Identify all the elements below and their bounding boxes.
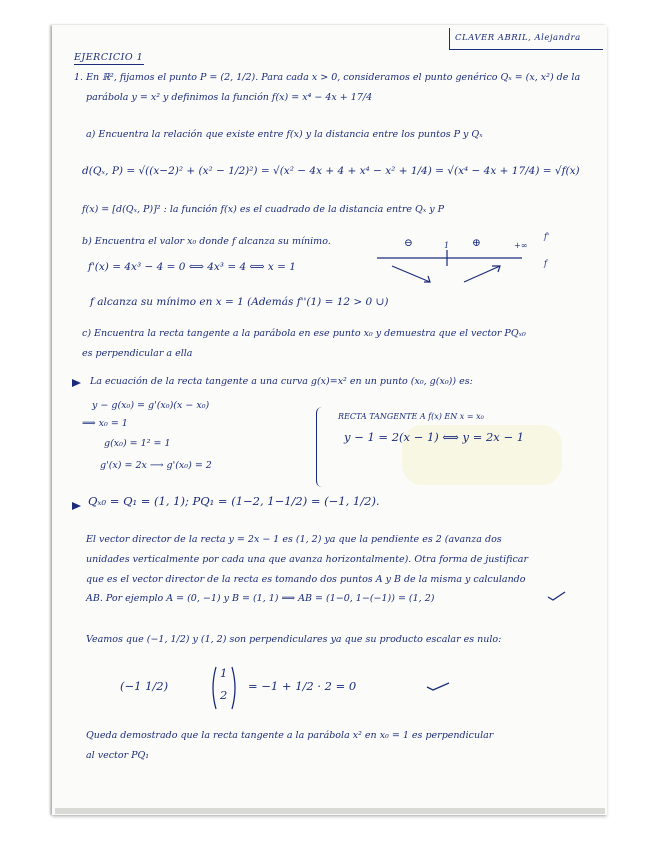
dot-product-row: (−1 1/2) [120,679,169,693]
sign-f-label: f [544,259,547,268]
sign-fprime-label: f' [544,232,550,241]
explanation-line-4: AB. Por ejemplo A = (0, −1) y B = (1, 1) ⟹ AB = (1−0, 1−(−1)) = (1, 2) [86,593,435,604]
sign-infinity: +∞ [514,241,528,250]
sign-plus: ⊕ [472,237,481,249]
part-b-derivative: f'(x) = 4x³ − 4 = 0 ⟺ 4x³ = 4 ⟺ x = 1 [88,261,296,273]
tangent-label: RECTA TANGENTE A f(x) EN x = x₀ [338,412,484,421]
sign-one: 1 [444,241,450,250]
explanation-line-1: El vector director de la recta y = 2x − 1 es (1, 2) ya que la pendiente es 2 (avanza dos [86,534,502,545]
part-c-bullet-1: La ecuación de la recta tangente a una curva g(x)=x² en un punto (x₀, g(x₀)) es: [90,376,473,387]
part-c-prompt-1: c) Encuentra la recta tangente a la parábola en ese punto x₀ y demuestra que el vector PQₓ₀ [82,328,526,339]
name-box [449,28,603,50]
part-c-bullet-2: Qₓ₀ = Q₁ = (1, 1); PQ₁ = (1−2, 1−1/2) = (−1, 1/2). [88,494,380,508]
dot-product-result: = −1 + 1/2 · 2 = 0 [248,679,357,693]
brace [316,407,325,487]
part-b-conclusion: f alcanza su mínimo en x = 1 (Además f''(1) = 12 > 0 ∪) [90,296,389,308]
statement-line-2: parábola y = x² y definimos la función f(x) = x⁴ − 4x + 17/4 [86,92,373,103]
notebook-page [52,25,607,815]
dot-column-bottom: 2 [220,688,228,702]
bullet-arrow-icon [72,379,81,387]
part-b-prompt: b) Encuentra el valor x₀ donde f alcanza su mínimo. [82,236,331,247]
final-line-2: al vector PQ₁ [86,750,150,761]
page-bottom-edge [55,808,605,814]
part-a-distance-equation: d(Qₓ, P) = √((x−2)² + (x² − 1/2)²) = √(x² − 4x + 4 + x⁴ − x² + 1/4) = √(x⁴ − 4x + 17/4) = √f(x) [82,165,580,177]
x0-value: ⟹ x₀ = 1 [82,418,128,429]
bullet-arrow-icon-2 [72,502,81,510]
exercise-title: EJERCICIO 1 [74,52,144,63]
student-name: CLAVER ABRIL, Alejandra [455,33,581,43]
dot-column-top: 1 [220,666,228,680]
perpendicular-claim: Veamos que (−1, 1/2) y (1, 2) son perpendiculares ya que su producto escalar es nulo: [86,634,502,645]
checkmark-icon-2 [427,681,451,691]
statement-line-1: 1. En ℝ², fijamos el punto P = (2, 1/2). Para cada x > 0, consideramos el punto genérico Qₓ = (x, x²) de la [74,72,581,83]
explanation-line-3: que es el vector director de la recta es tomando dos puntos A y B de la misma y calculando [86,574,526,585]
g-x0-value: g(x₀) = 1² = 1 [104,438,171,449]
checkmark-icon [548,591,566,601]
tangent-equation: y − 1 = 2(x − 1) ⟺ y = 2x − 1 [344,430,525,444]
g-prime-value: g'(x) = 2x ⟶ g'(x₀) = 2 [100,460,212,471]
part-a-prompt: a) Encuentra la relación que existe entre f(x) y la distancia entre los puntos P y Qₓ [86,129,483,140]
title-underline [74,64,144,65]
final-line-1: Queda demostrado que la recta tangente a la parábola x² en x₀ = 1 es perpendicular [86,730,494,741]
tangent-formula: y − g(x₀) = g'(x₀)(x − x₀) [92,400,210,411]
part-c-prompt-2: es perpendicular a ella [82,348,193,359]
sign-minus: ⊖ [404,237,413,249]
part-a-relation: f(x) = [d(Qₓ, P)]² : la función f(x) es el cuadrado de la distancia entre Qₓ y P [82,204,445,215]
explanation-line-2: unidades verticalmente por cada una que avanza horizontalmente). Otra forma de justificar [86,554,529,565]
